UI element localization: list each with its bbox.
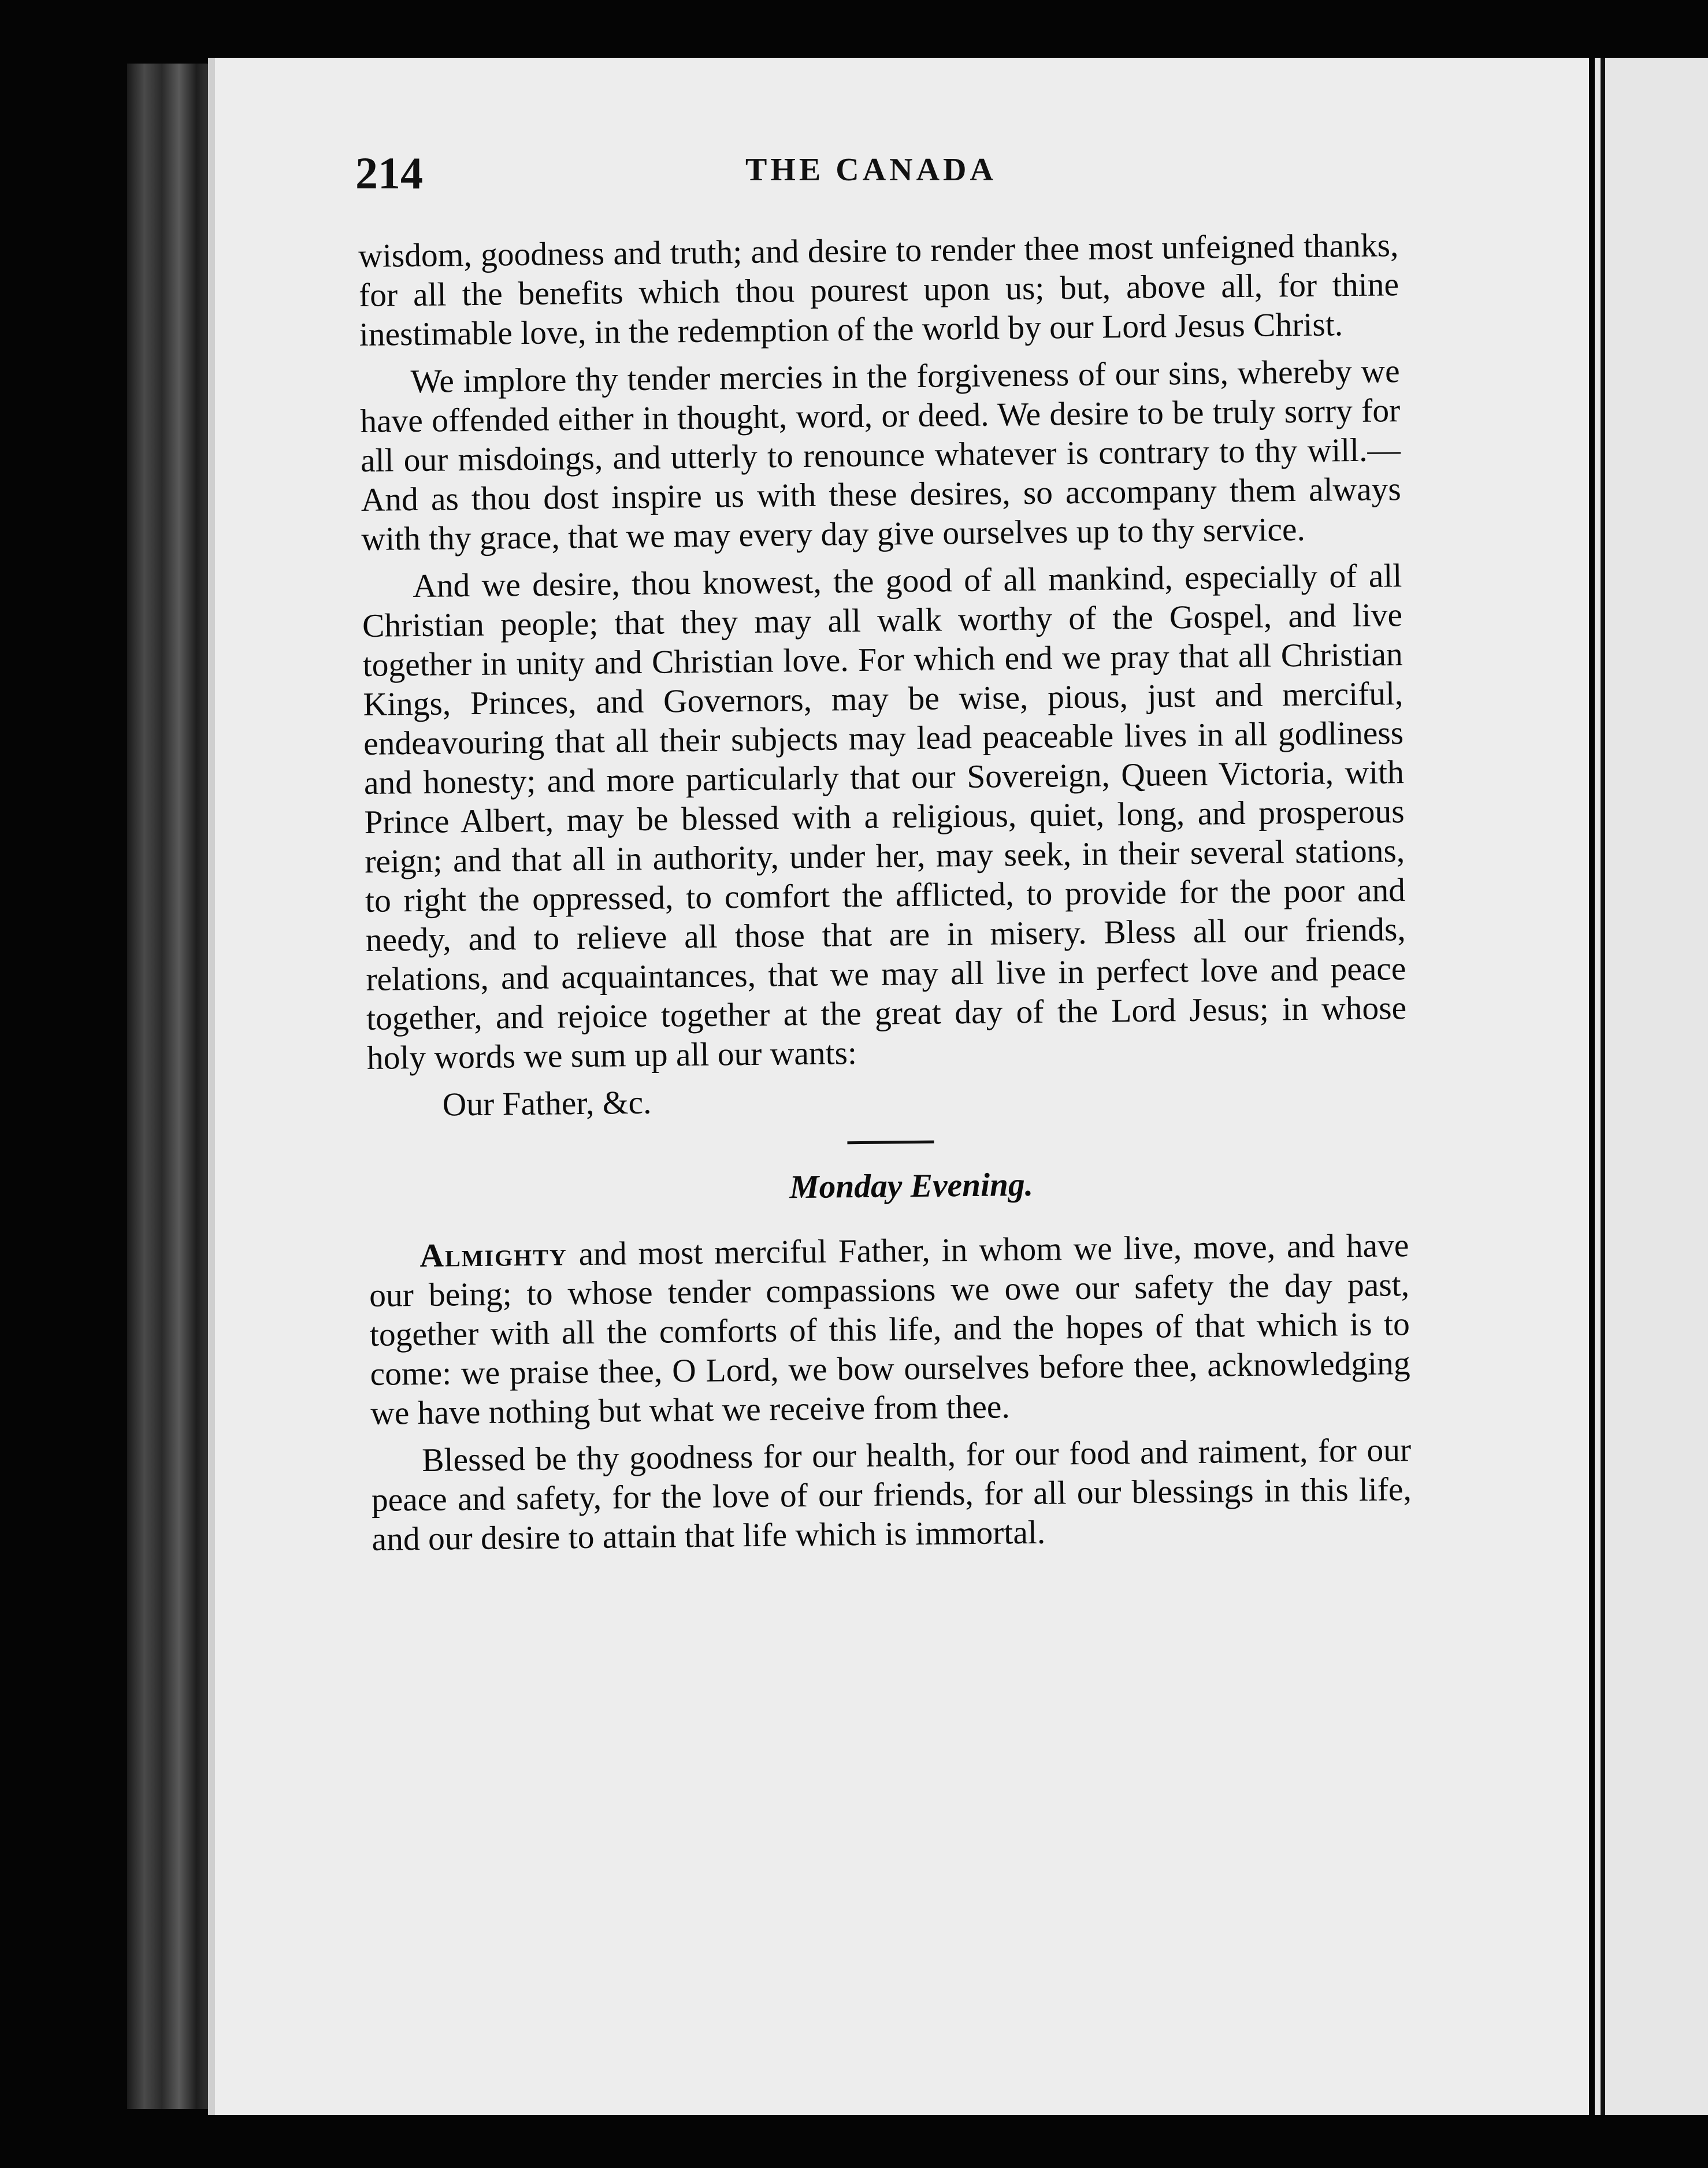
section-divider: [847, 1141, 934, 1145]
facing-page-edge: [1595, 58, 1708, 2115]
page-body: [358, 226, 1412, 1568]
closing-line: Our Father, &c.: [442, 1084, 652, 1123]
page-number: 214: [355, 148, 423, 198]
paragraph-2: We implore thy tender mercies in the forgiveness of our sins, whereby we have offended either in thought, word, or deed. We desire to be truly sorry for all our misdoings, and utterly to renounce whatever is contrary to thy will.— And as thou dost inspire us with these desires, so accompany them always with thy grace, that we may every day give ourselves up to thy service.: [360, 353, 1402, 558]
section-title: Monday Evening.: [789, 1166, 1034, 1206]
paragraph-1: wisdom, goodness and truth; and desire to render thee most unfeigned thanks, for all the benefits which thou pourest upon us; but, above all, for thine inestimable love, in the redemption of the world by our Lord Jesus Christ.: [358, 227, 1399, 353]
book-spine: [127, 64, 214, 2109]
running-title: THE CANADA: [745, 152, 997, 188]
facing-page-rule: [1601, 58, 1605, 2115]
paragraph-4-lead-word: Almighty: [419, 1236, 568, 1274]
paragraph-4-text: and most merciful Father, in whom we live, move, and have our being; to whose tender compassions we owe our safety the day past, together with all the comforts of this life, and the hopes of that which is to come: we praise thee, O Lord, we bow ourselves before thee, acknowledging we have nothing but what we receive from thee.: [369, 1227, 1410, 1432]
paragraph-4: [369, 1226, 1410, 1434]
paragraph-3: And we desire, thou knowest, the good of all mankind, especially of all Christian people; that they may all walk worthy of the Gospel, and live together in unity and Christian love. For which end we pray that all Christian Kings, Princes, and Governors, may be wise, pious, just and merciful, endeavouring that all their subjects may lead peaceable lives in all godliness and honesty; and more particularly that our Sovereign, Queen Victoria, with Prince Albert, may be blessed with a religious, quiet, long, and prosperous reign; and that all in authority, under her, may seek, in their several stations, to right the oppressed, to comfort the afflicted, to provide for the poor and needy, and to relieve all those that are in misery. Bless all our friends, relations, and acquaintances, that we may all live in perfect love and peace together, and rejoice together at the great day of the Lord Jesus; in whose holy words we sum up all our wants:: [362, 558, 1407, 1076]
paragraph-5: Blessed be thy goodness for our health, for our food and raiment, for our peace and safety, for the love of our friends, for all our blessings in this life, and our desire to attain that life which is immortal.: [371, 1432, 1412, 1558]
